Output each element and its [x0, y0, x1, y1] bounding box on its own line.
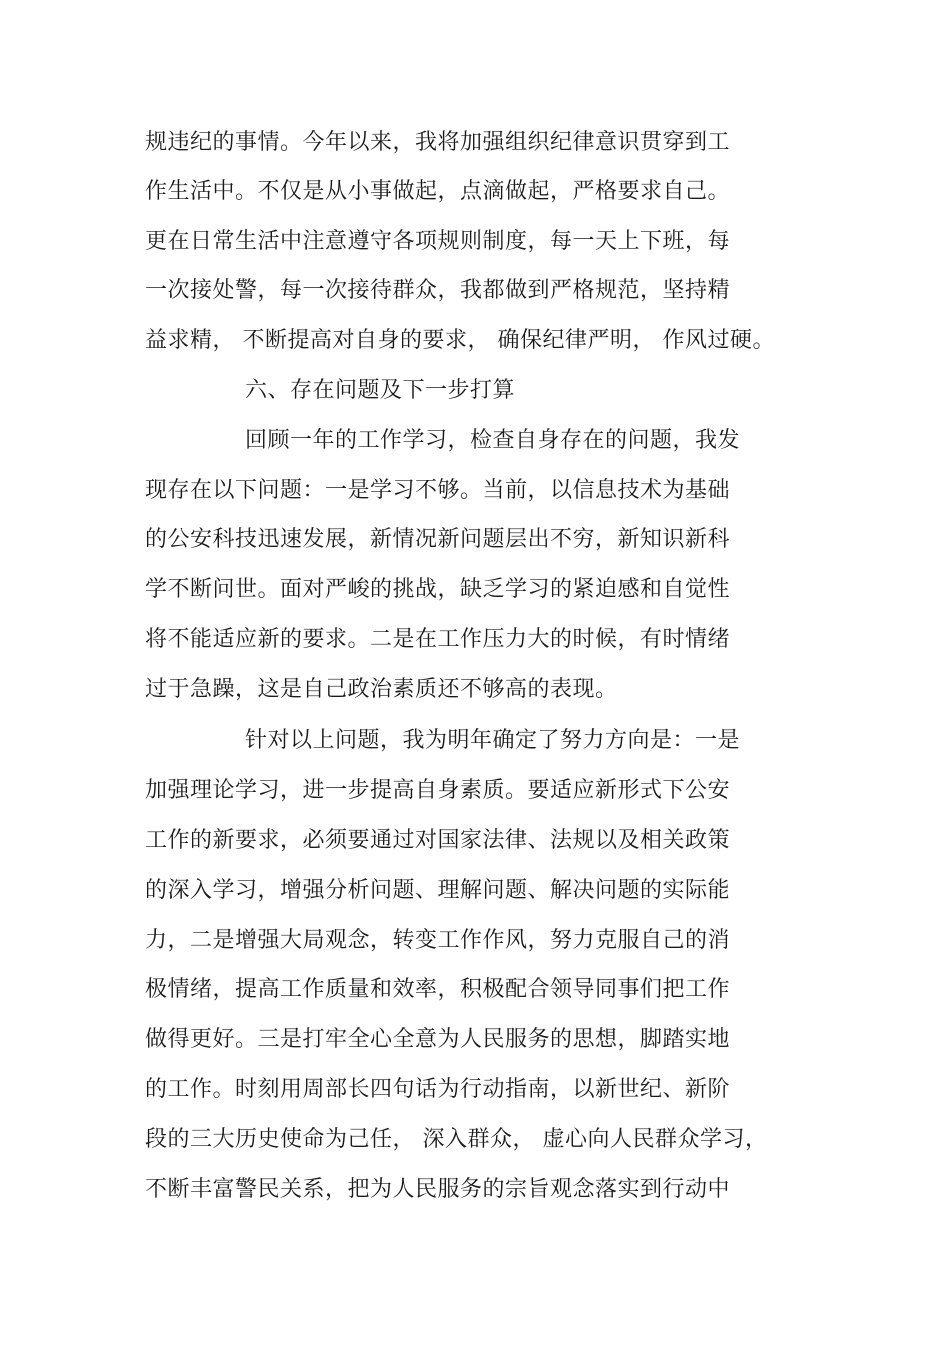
text-line: 更在日常生活中注意遵守各项规则制度，每一天上下班，每 — [145, 229, 731, 254]
text-line: 过于急躁，这是自己政治素质还不够高的表现。 — [145, 677, 618, 702]
text-line: 一次接处警，每一次接待群众，我都做到严格规范，坚持精 — [145, 278, 731, 303]
text-line: 将不能适应新的要求。二是在工作压力大的时候，有时情绪 — [145, 627, 731, 652]
text-line: 益求精， 不断提高对自身的要求， 确保纪律严明， 作风过硬。 — [145, 328, 775, 353]
text-line: 的工作。时刻用周部长四句话为行动指南，以新世纪、新阶 — [145, 1077, 731, 1102]
section-heading: 六、存在问题及下一步打算 — [245, 378, 516, 403]
text-line: 的公安科技迅速发展，新情况新问题层出不穷，新知识新科 — [145, 527, 731, 552]
text-line: 力，二是增强大局观念，转变工作作风，努力克服自己的消 — [145, 928, 731, 953]
text-line: 的深入学习，增强分析问题、理解问题、解决问题的实际能 — [145, 878, 731, 903]
text-line: 作生活中。不仅是从小事做起，点滴做起，严格要求自己。 — [145, 179, 731, 204]
text-line: 极情绪，提高工作质量和效率，积极配合领导同事们把工作 — [145, 977, 731, 1002]
text-line: 加强理论学习，进一步提高自身素质。要适应新形式下公安 — [145, 778, 731, 803]
text-line: 学不断问世。面对严峻的挑战，缺乏学习的紧迫感和自觉性 — [145, 577, 731, 602]
text-line: 现存在以下问题：一是学习不够。当前，以信息技术为基础 — [145, 478, 731, 503]
text-line: 规违纪的事情。今年以来，我将加强组织纪律意识贯穿到工 — [145, 130, 731, 155]
text-line: 段的三大历史使命为己任， 深入群众， 虚心向人民群众学习， — [145, 1127, 768, 1152]
text-line: 工作的新要求，必须要通过对国家法律、法规以及相关政策 — [145, 828, 731, 853]
text-line: 不断丰富警民关系，把为人民服务的宗旨观念落实到行动中 — [145, 1177, 731, 1202]
paragraph-start-line: 回顾一年的工作学习，检查自身存在的问题，我发 — [245, 428, 741, 453]
text-line: 做得更好。三是打牢全心全意为人民服务的思想，脚踏实地 — [145, 1027, 731, 1052]
paragraph-start-line: 针对以上问题，我为明年确定了努力方向是：一是 — [245, 728, 741, 753]
